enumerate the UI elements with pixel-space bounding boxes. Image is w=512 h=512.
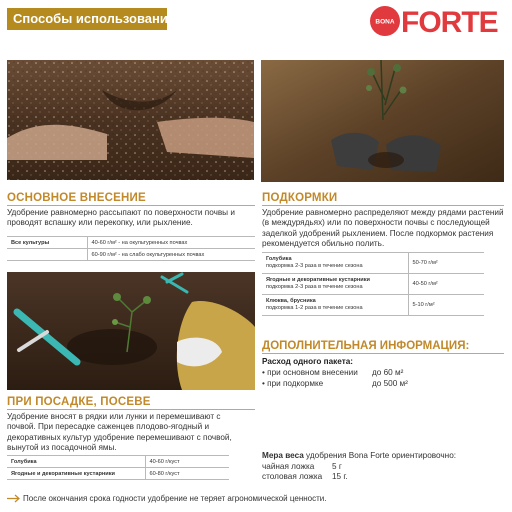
main-section-divider — [7, 205, 255, 206]
table-row — [262, 253, 484, 274]
consumption-main-value: до 60 м² — [372, 368, 404, 377]
footer-note: После окончания срока годности удобрение не теряет агрономической ценности. — [23, 494, 327, 503]
consumption-feed-label: • при подкормке — [262, 379, 324, 388]
consumption-main-label: • при основном внесении — [262, 368, 358, 377]
measure-heading-bold: Мера веса — [262, 451, 304, 460]
main-dose-table — [7, 236, 255, 261]
measure-table-value: 15 г. — [332, 472, 348, 481]
table-row — [7, 456, 229, 468]
table-cell: Ягодные и декоративные кустарники — [11, 470, 115, 477]
table-cell: 60-80 г/куст — [145, 468, 229, 480]
table-row — [7, 468, 229, 480]
soil-hands-photo — [7, 60, 254, 180]
feeding-section-text: Удобрение равномерно распределяют между рядами растений (в междурядьях) или по поверхности почвы с последующей заделкой удобрений рыхлением. После подкормок растения рекомендуется обильно полить. — [262, 208, 504, 249]
table-cell: Голубика — [266, 256, 292, 262]
feeding-dose-table — [262, 252, 484, 316]
info-section-divider — [262, 353, 504, 354]
table-cell: Голубика — [11, 458, 37, 465]
page-title: Способы использования — [13, 11, 176, 26]
table-cell: подкормка 1-2 раза в течение сезона — [266, 305, 363, 311]
feeding-section-divider — [262, 205, 504, 206]
info-section-title: ДОПОЛНИТЕЛЬНАЯ ИНФОРМАЦИЯ: — [262, 340, 470, 352]
table-row — [262, 274, 484, 295]
table-cell: 40-60 г/куст — [145, 456, 229, 468]
consumption-feed-value: до 500 м² — [372, 379, 408, 388]
table-cell: 50-70 г/м² — [408, 253, 484, 274]
bona-forte-logo — [368, 4, 504, 38]
logo-text: FORTE — [401, 6, 498, 38]
table-cell: подкормка 2-3 раза в течение сезона — [266, 263, 363, 269]
logo-small-text: BONA — [375, 18, 395, 26]
table-cell: 40-60 г/м² - на окультуренных почвах — [87, 237, 255, 249]
planting-section-divider — [7, 409, 255, 410]
consumption-label: Расход одного пакета: — [262, 357, 354, 366]
table-row — [7, 237, 255, 249]
table-cell: 5-10 г/м² — [408, 295, 484, 316]
table-cell — [7, 249, 87, 261]
planting-section-title: ПРИ ПОСАДКЕ, ПОСЕВЕ — [7, 396, 151, 408]
planting-dose-table — [7, 455, 229, 480]
table-cell: Клюква, брусника — [266, 298, 316, 304]
measure-table-label: столовая ложка — [262, 472, 323, 481]
main-section-text: Удобрение равномерно рассыпают по поверхности почвы и проводят вспашку или перекопку, или рыхление. — [7, 208, 235, 228]
garden-tools-photo — [7, 272, 255, 390]
table-cell: Все культуры — [11, 239, 50, 246]
table-row — [7, 249, 255, 261]
table-cell: Ягодные и декоративные кустарники — [266, 277, 370, 283]
header — [0, 0, 512, 44]
feeding-section-title: ПОДКОРМКИ — [262, 192, 338, 204]
planting-section-text: Удобрение вносят в рядки или лунки и перемешивают с почвой. При пересадке саженцев плодово-ягодный и декоративных культур удобрение перемешивают с почвой, вынутой из посадочной ямы. — [7, 412, 232, 453]
table-row — [262, 295, 484, 316]
table-cell: подкормка 2-3 раза в течение сезона — [266, 284, 363, 290]
planting-photo — [261, 60, 504, 182]
table-cell: 60-90 г/м² - на слабо окультуренных почвах — [87, 249, 255, 261]
main-section-title: ОСНОВНОЕ ВНЕСЕНИЕ — [7, 192, 146, 204]
measure-tea-label: чайная ложка — [262, 462, 315, 471]
table-cell: 40-50 г/м² — [408, 274, 484, 295]
measure-heading — [262, 451, 456, 460]
measure-tea-value: 5 г — [332, 462, 342, 471]
measure-heading-rest: удобрения Bona Forte ориентировочно: — [303, 451, 457, 460]
arrow-right-icon — [7, 494, 21, 503]
